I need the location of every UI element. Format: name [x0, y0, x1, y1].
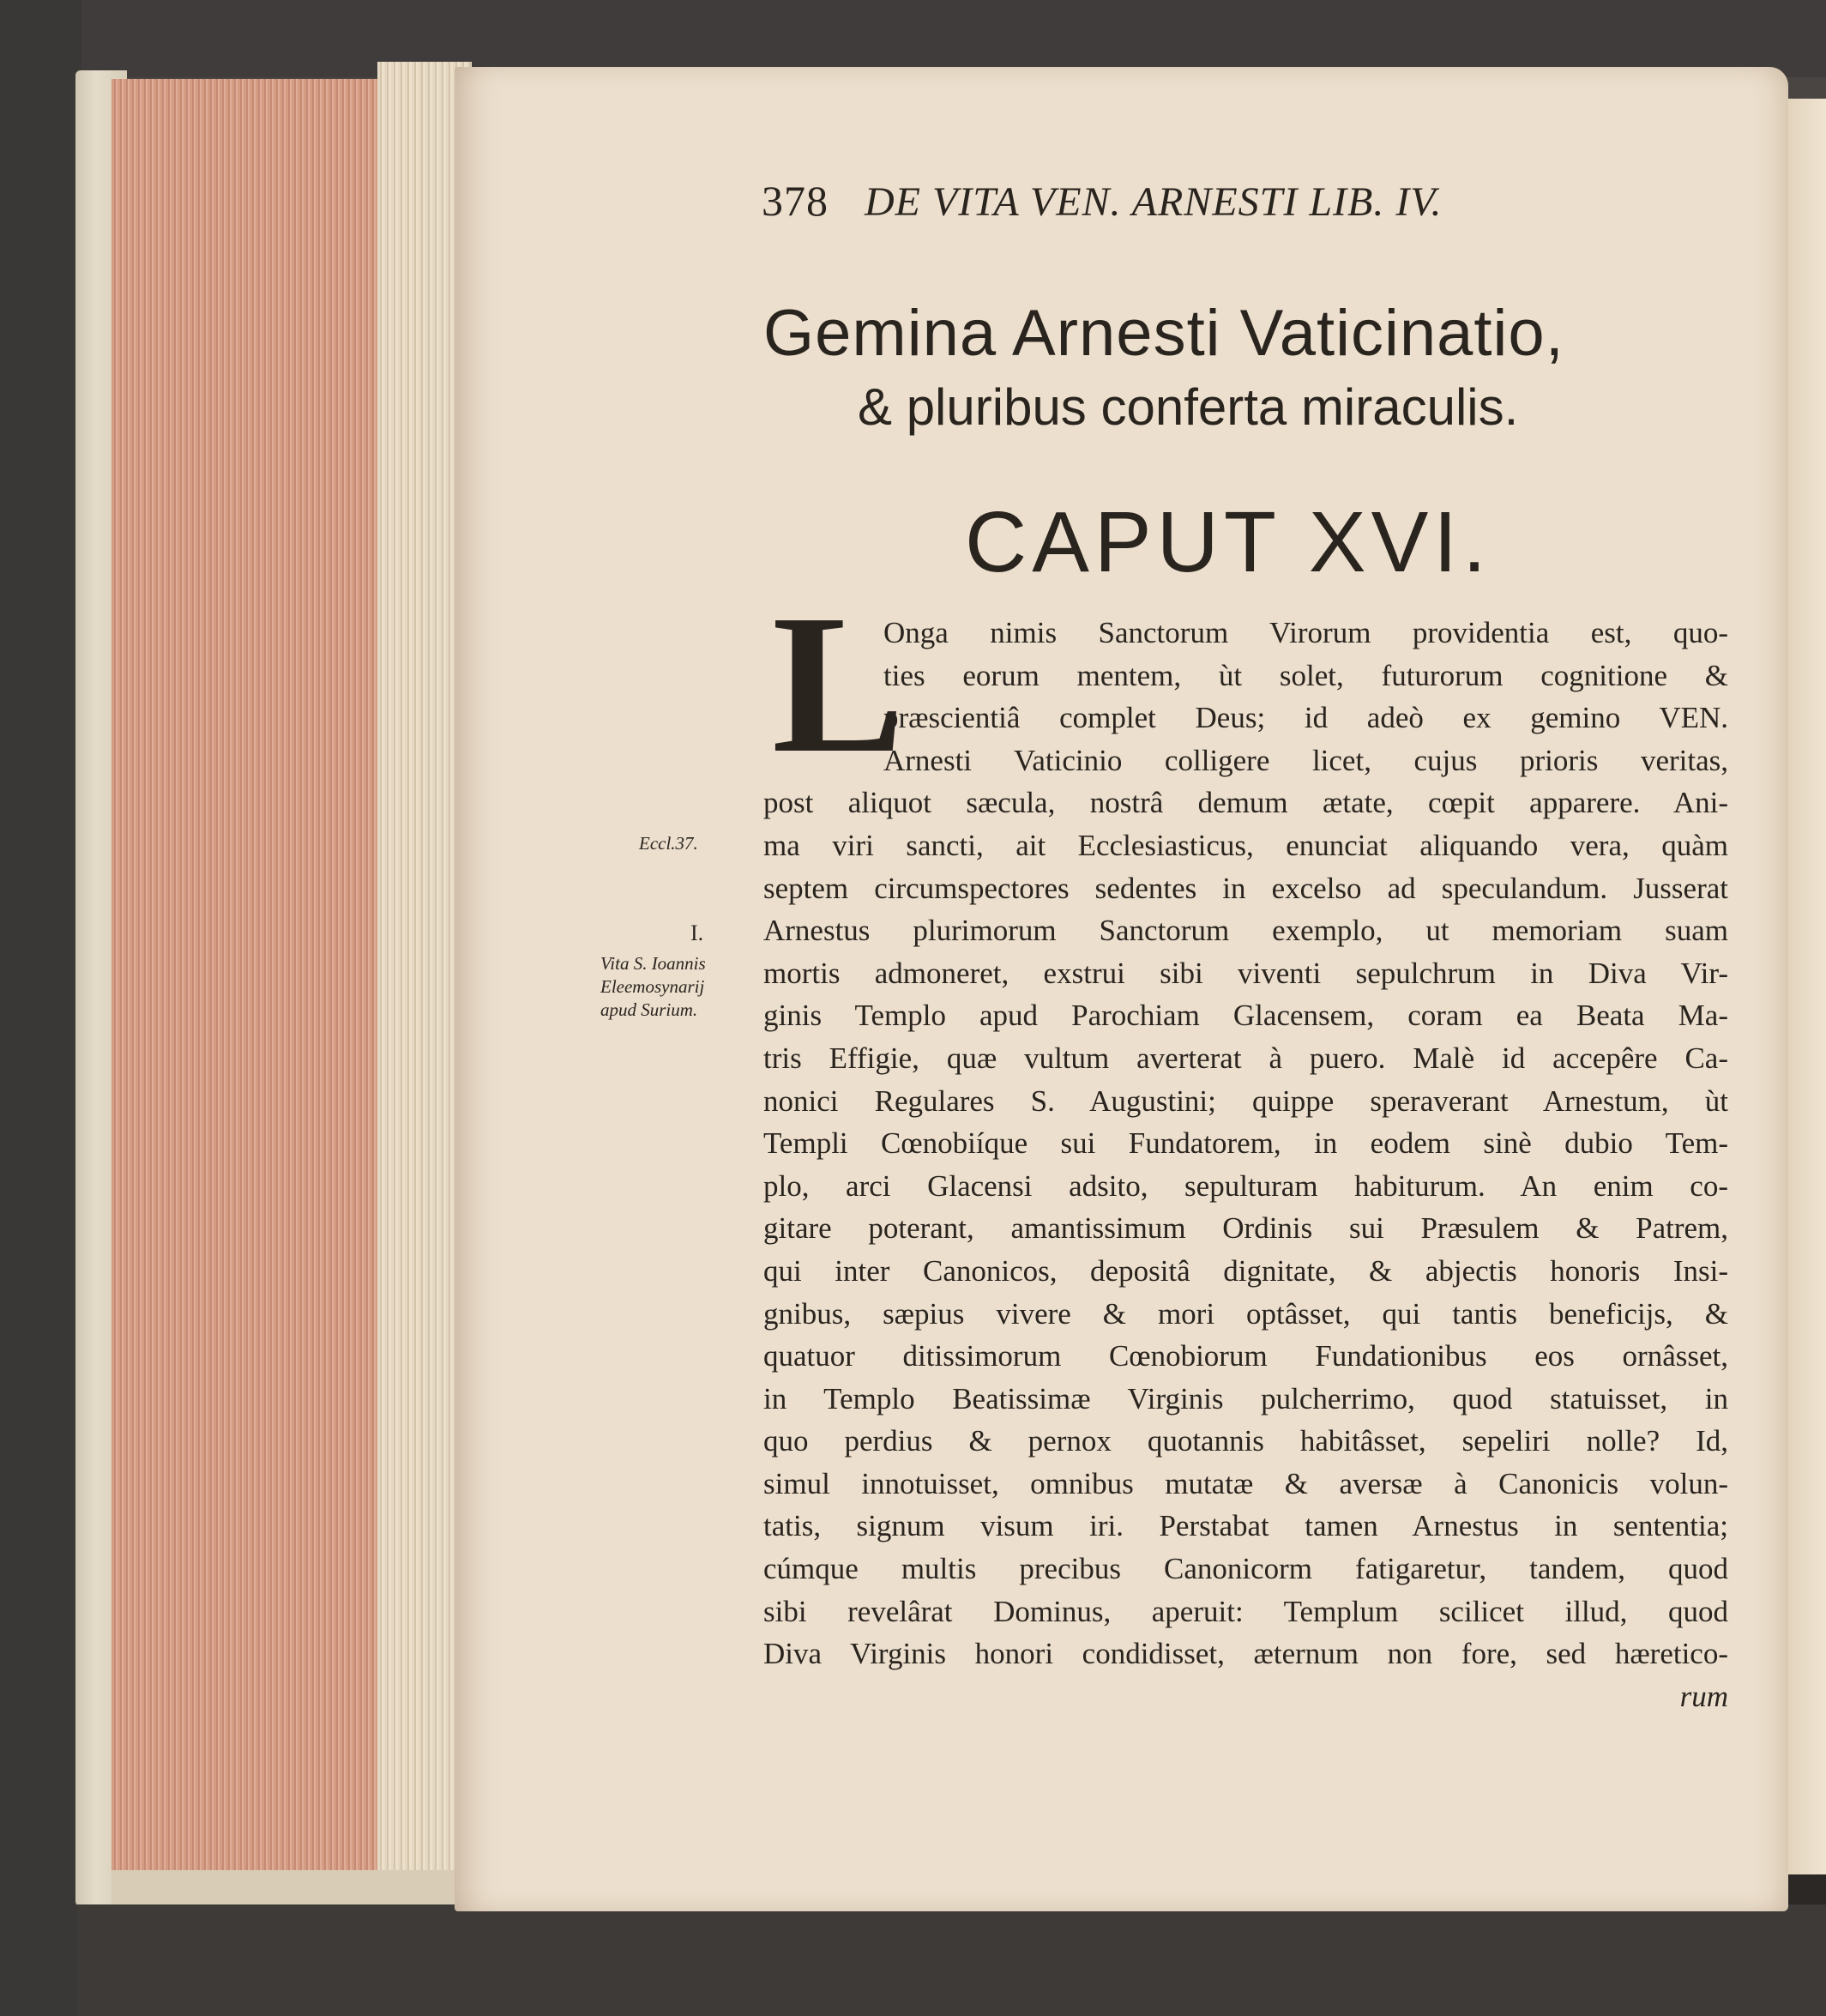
- text-line: cúmque multis precibus Canonicorm fatigaretur, tandem, quod: [763, 1552, 1728, 1586]
- text-line: Diva Virginis honori condidisset, æternum non fore, sed hæretico-: [763, 1637, 1728, 1671]
- drop-cap: L: [772, 574, 905, 794]
- text-line: post aliquot sæcula, nostrâ demum ætate, cœpit apparere. Ani-: [763, 786, 1728, 820]
- background-left: [0, 0, 81, 2016]
- text-line: mortis admoneret, exstrui sibi viventi sepulchrum in Diva Vir-: [763, 956, 1728, 990]
- text-line: nonici Regulares S. Augustini; quippe speraverant Arnestum, ùt: [763, 1083, 1728, 1118]
- text-line: sibi revelârat Dominus, aperuit: Templum scilicet illud, quod: [763, 1594, 1728, 1628]
- page-number: 378: [762, 177, 829, 225]
- facing-page-edge: [1788, 99, 1826, 1874]
- text-line: ginis Templo apud Parochiam Glacensem, coram ea Beata Ma-: [763, 999, 1728, 1033]
- text-line: simul innotuisset, omnibus mutatæ & aversæ à Canonicis volun-: [763, 1466, 1728, 1500]
- catchword: rum: [1679, 1679, 1728, 1713]
- text-line: tris Effigie, quæ vultum averterat à puero. Malè id accepêre Ca-: [763, 1041, 1728, 1075]
- running-title: DE VITA VEN. ARNESTI LIB. IV.: [865, 179, 1443, 225]
- margin-note-eleemosynarii: Eleemosynarij: [600, 976, 705, 997]
- margin-note-number: I.: [690, 920, 704, 945]
- title-line-2: & pluribus conferta miraculis.: [858, 378, 1519, 436]
- text-line: quatuor ditissimorum Cœnobiorum Fundationibus eos ornâsset,: [763, 1339, 1728, 1373]
- text-line: septem circumspectores sedentes in excelso ad speculandum. Jusserat: [763, 871, 1728, 905]
- text-line: Arnesti Vaticinio colligere licet, cujus prioris veritas,: [883, 743, 1728, 777]
- text-line: ma viri sancti, ait Ecclesiasticus, enunciat aliquando vera, quàm: [763, 828, 1728, 862]
- margin-note-surium: apud Surium.: [600, 999, 698, 1020]
- text-line: gnibus, sæpius vivere & mori optâsset, qui tantis beneficijs, &: [763, 1296, 1728, 1331]
- text-line: quo perdius & pernox quotannis habitâsset, sepeliri nolle? Id,: [763, 1424, 1728, 1458]
- text-line: præscientiâ complet Deus; id adeò ex gemino VEN.: [883, 701, 1728, 735]
- title-line-1: Gemina Arnesti Vaticinatio,: [763, 297, 1564, 370]
- text-line: Templi Cœnobiíque sui Fundatorem, in eodem sinè dubio Tem-: [763, 1126, 1728, 1161]
- text-line: tatis, signum visum iri. Perstabat tamen Arnestus in sententia;: [763, 1509, 1728, 1543]
- text-line: in Templo Beatissimæ Virginis pulcherrimo, quod statuisset, in: [763, 1381, 1728, 1415]
- margin-note-ecclesiasticus: Eccl.37.: [639, 833, 698, 854]
- text-line: qui inter Canonicos, depositâ dignitate, & abjectis honoris Insi-: [763, 1253, 1728, 1288]
- body-text: [763, 612, 1728, 1717]
- text-line: Arnestus plurimorum Sanctorum exemplo, ut memoriam suam: [763, 914, 1728, 948]
- background-bottom: [77, 1904, 1826, 2016]
- chapter-heading: CAPUT XVI.: [965, 494, 1492, 590]
- text-line: ties eorum mentem, ùt solet, futurorum cognitione &: [883, 658, 1728, 692]
- text-line: plo, arci Glacensi adsito, sepulturam habiturum. An enim co-: [763, 1168, 1728, 1203]
- running-head: [762, 176, 1636, 227]
- background-top: [0, 0, 1826, 77]
- page-edges-red: [111, 79, 420, 1872]
- text-line: gitare poterant, amantissimum Ordinis sui Præsulem & Patrem,: [763, 1211, 1728, 1246]
- text-line: Onga nimis Sanctorum Virorum providentia est, quo-: [883, 616, 1728, 649]
- margin-note-vita: Vita S. Ioannis: [600, 953, 706, 974]
